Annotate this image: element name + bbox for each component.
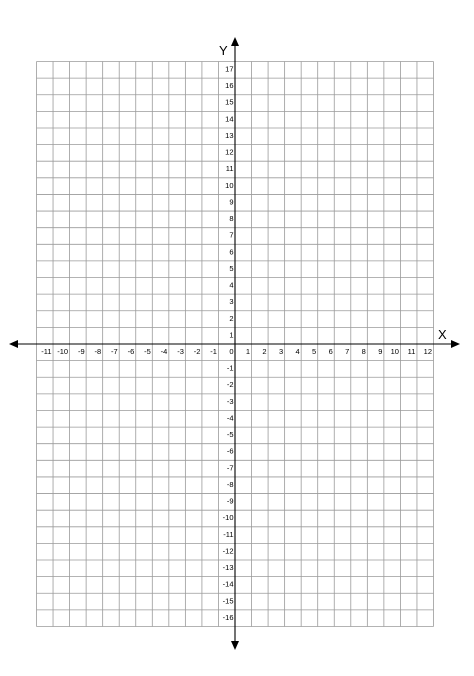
y-tick-label: -12 — [222, 546, 234, 556]
y-tick-label: 13 — [225, 130, 234, 140]
y-tick-label: 2 — [229, 313, 234, 323]
x-axis-left-arrow — [9, 340, 18, 348]
y-tick-label: 9 — [229, 197, 234, 207]
y-tick-label: -4 — [226, 413, 234, 423]
y-tick-label: -14 — [222, 579, 234, 589]
x-tick-label: -4 — [160, 347, 168, 356]
x-axis-right-arrow — [451, 340, 460, 348]
y-tick-label: -6 — [226, 446, 234, 456]
x-tick-label: 8 — [361, 347, 366, 356]
y-tick-label: 14 — [225, 114, 234, 124]
x-tick-label: -3 — [177, 347, 184, 356]
x-tick-label: -1 — [210, 347, 217, 356]
y-tick-label: 15 — [225, 97, 234, 107]
y-tick-label: -10 — [222, 513, 234, 523]
y-tick-label: 7 — [229, 230, 234, 240]
y-tick-label: 16 — [225, 81, 234, 91]
y-tick-label: 8 — [229, 214, 234, 224]
y-axis-top-arrow — [231, 37, 239, 46]
y-tick-label: -11 — [223, 529, 234, 539]
x-tick-label: 9 — [378, 347, 383, 356]
y-tick-label: 3 — [229, 297, 234, 307]
y-tick-label: 6 — [229, 247, 234, 257]
x-tick-label: 5 — [312, 347, 317, 356]
y-tick-label: 11 — [225, 164, 234, 174]
labels-layer — [41, 65, 432, 622]
x-tick-label: 11 — [407, 347, 416, 356]
y-axis-bottom-arrow — [231, 641, 239, 650]
y-tick-label: -5 — [226, 430, 234, 440]
x-tick-label: 6 — [328, 347, 333, 356]
x-tick-label: 3 — [278, 347, 284, 356]
x-tick-label: -10 — [57, 347, 69, 356]
x-tick-label: -2 — [193, 347, 201, 356]
y-tick-label: -2 — [226, 380, 234, 390]
x-tick-label: 1 — [245, 347, 251, 356]
y-tick-label: -3 — [226, 396, 234, 406]
x-tick-label: -9 — [77, 347, 85, 356]
y-tick-label: -9 — [226, 496, 234, 506]
y-tick-label: 12 — [225, 147, 234, 157]
y-tick-label: 4 — [229, 280, 234, 290]
axes-layer — [9, 37, 460, 650]
x-tick-label: -6 — [127, 347, 135, 356]
x-tick-label: -11 — [41, 347, 52, 356]
x-tick-label: 4 — [295, 347, 300, 356]
y-tick-label: 17 — [225, 64, 234, 74]
y-tick-label: -15 — [222, 596, 234, 606]
x-tick-label: -5 — [144, 347, 151, 356]
x-tick-label: 12 — [423, 347, 432, 356]
y-tick-label: -7 — [226, 463, 234, 473]
x-tick-label: 7 — [345, 347, 350, 356]
y-axis-label: Y — [219, 43, 228, 58]
y-tick-label: -8 — [226, 479, 234, 489]
y-tick-label: 5 — [229, 263, 234, 273]
x-tick-label: -8 — [94, 347, 102, 356]
y-tick-label: 1 — [229, 330, 234, 340]
x-tick-label: 2 — [262, 347, 267, 356]
y-tick-label: -13 — [222, 563, 234, 573]
x-tick-label: 0 — [229, 347, 234, 356]
y-tick-label: -16 — [222, 612, 234, 622]
x-tick-label: -7 — [111, 347, 118, 356]
x-axis-label: X — [438, 327, 447, 342]
y-tick-label: 10 — [225, 180, 234, 190]
y-tick-label: -1 — [226, 363, 234, 373]
x-tick-label: 10 — [390, 347, 399, 356]
